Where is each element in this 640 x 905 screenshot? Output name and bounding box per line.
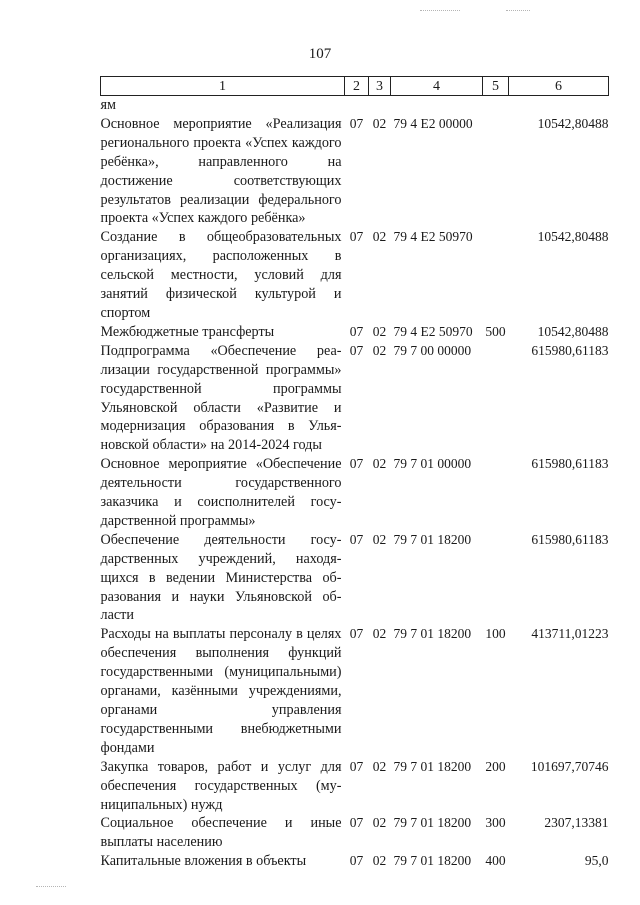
row-expense-type: 100 xyxy=(485,626,506,642)
row-target-article: 79 4 E2 00000 xyxy=(393,115,473,131)
scan-artifact-top xyxy=(420,10,460,12)
scan-artifact-top-right xyxy=(506,10,530,12)
row-amount: 10542,80488 xyxy=(537,229,609,245)
row-target-article: 79 7 01 00000 xyxy=(393,456,472,472)
row-target-article: 79 4 E2 50970 xyxy=(393,229,473,245)
row-name: Социальное обеспечение и иные выплаты населению xyxy=(100,815,342,851)
row-expense-type: 400 xyxy=(485,853,506,869)
page-number: 107 xyxy=(308,46,332,62)
row-name: Расходы на выплаты персоналу в целях обеспечения выполнения функций государственными (муниципальными) органами, казёнными учреждениями, органами управления государственными внебюджетными фондами xyxy=(100,626,342,756)
row-section-code: 07 xyxy=(349,115,364,131)
row-expense-type: 300 xyxy=(485,815,506,831)
row-target-article: 79 7 01 18200 xyxy=(393,853,472,869)
table-row xyxy=(101,625,609,757)
row-subsection-code: 02 xyxy=(372,229,387,245)
row-section-code xyxy=(345,96,369,115)
header-col-2: 2 xyxy=(345,77,369,96)
row-subsection-code: 02 xyxy=(372,815,387,831)
row-name: Обеспечение деятельности государственных учреждений, находящихся в ведении Министерства образования и науки Ульяновской области xyxy=(100,531,342,624)
row-target-article: 79 7 00 00000 xyxy=(393,342,472,358)
row-subsection-code: 02 xyxy=(372,342,387,358)
row-name: Закупка товаров, работ и услуг для обеспечения государственных (муниципальных) нужд xyxy=(100,758,342,813)
budget-table xyxy=(100,76,609,871)
row-name: Основное мероприятие «Реализация регионального проекта «Успех каждого ребёнка», направленного на достижение соответствующих результатов реализации федерального проекта «Успех каждого ребёнка» xyxy=(100,115,342,227)
row-amount: 2307,13381 xyxy=(544,815,609,831)
row-target-article xyxy=(391,96,483,115)
row-expense-type xyxy=(483,455,509,531)
row-target-article: 79 7 01 18200 xyxy=(393,758,472,774)
header-row xyxy=(101,77,609,96)
table-row xyxy=(101,323,609,342)
row-section-code: 07 xyxy=(349,531,364,547)
row-target-article: 79 7 01 18200 xyxy=(393,626,472,642)
row-amount: 615980,61183 xyxy=(531,456,609,472)
row-name: ям xyxy=(100,97,117,113)
row-section-code: 07 xyxy=(349,229,364,245)
table-row xyxy=(101,96,609,115)
header-col-1: 1 xyxy=(101,77,345,96)
row-amount: 101697,70746 xyxy=(530,758,609,774)
row-subsection-code: 02 xyxy=(372,853,387,869)
row-subsection-code: 02 xyxy=(372,758,387,774)
header-col-4: 4 xyxy=(391,77,483,96)
table-row xyxy=(101,115,609,228)
header-col-6: 6 xyxy=(509,77,609,96)
table-row xyxy=(101,228,609,323)
row-name: Основное мероприятие «Обеспечение деятельности государственного заказчика и соисполнителей государственной программы» xyxy=(100,456,342,529)
row-target-article: 79 7 01 18200 xyxy=(393,815,472,831)
table-row xyxy=(101,342,609,455)
row-name: Подпрограмма «Обеспечение реализации государственной программы» государственной программы Ульяновской области «Развитие и модернизация образования в Ульяновской области» на 2014-2024 годы xyxy=(100,342,342,454)
table-row xyxy=(101,852,609,871)
row-expense-type xyxy=(483,228,509,323)
row-section-code: 07 xyxy=(349,323,364,339)
row-expense-type xyxy=(483,96,509,115)
row-expense-type: 200 xyxy=(485,758,506,774)
row-amount: 10542,80488 xyxy=(537,115,609,131)
row-subsection-code: 02 xyxy=(372,323,387,339)
row-amount: 615980,61183 xyxy=(531,531,609,547)
row-amount: 615980,61183 xyxy=(531,342,609,358)
table-row xyxy=(101,758,609,815)
row-subsection-code xyxy=(369,96,391,115)
row-target-article: 79 7 01 18200 xyxy=(393,531,472,547)
row-name: Межбюджетные трансферты xyxy=(100,323,275,340)
table-row xyxy=(101,814,609,852)
header-col-3: 3 xyxy=(369,77,391,96)
row-section-code: 07 xyxy=(349,853,364,869)
row-expense-type xyxy=(483,342,509,455)
row-amount: 10542,80488 xyxy=(537,323,609,339)
row-section-code: 07 xyxy=(349,342,364,358)
row-target-article: 79 4 E2 50970 xyxy=(393,323,473,339)
row-subsection-code: 02 xyxy=(372,626,387,642)
row-section-code: 07 xyxy=(349,758,364,774)
row-amount xyxy=(509,96,609,115)
row-subsection-code: 02 xyxy=(372,115,387,131)
row-amount: 95,0 xyxy=(584,853,609,869)
row-amount: 413711,01223 xyxy=(531,626,609,642)
row-subsection-code: 02 xyxy=(372,456,387,472)
row-section-code: 07 xyxy=(349,626,364,642)
scan-artifact-bottom xyxy=(36,886,66,888)
row-section-code: 07 xyxy=(349,456,364,472)
table-row xyxy=(101,455,609,531)
table-body xyxy=(101,96,609,872)
row-subsection-code: 02 xyxy=(372,531,387,547)
row-name: Капитальные вложения в объекты xyxy=(100,853,307,870)
row-expense-type xyxy=(483,115,509,228)
row-expense-type xyxy=(483,531,509,626)
row-expense-type: 500 xyxy=(485,323,506,339)
row-section-code: 07 xyxy=(349,815,364,831)
header-col-5: 5 xyxy=(483,77,509,96)
table-header xyxy=(101,77,609,96)
table-row xyxy=(101,531,609,626)
row-name: Создание в общеобразовательных организациях, расположенных в сельской местности, условий для занятий физической культурой и спортом xyxy=(100,229,342,321)
